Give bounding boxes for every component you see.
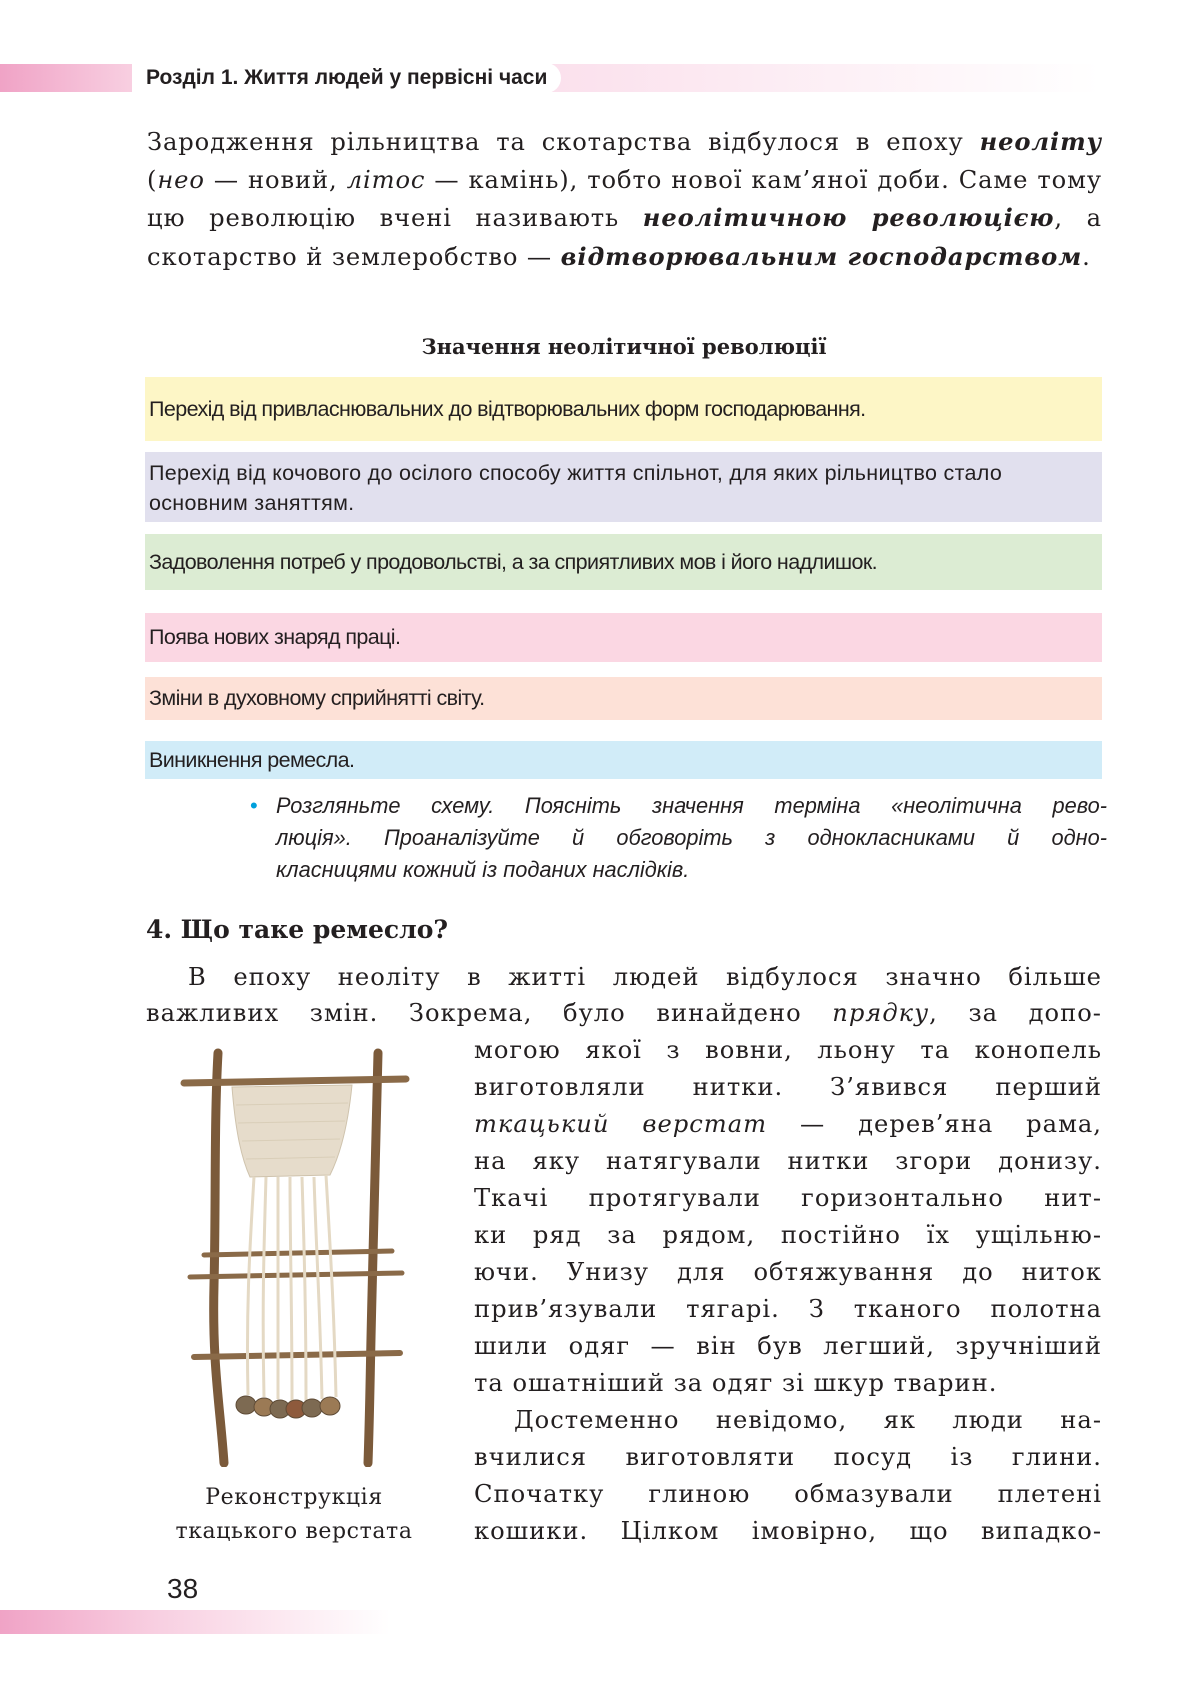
text-line: В епоху неоліту в житті людей відбулося значно більше (188, 963, 1102, 991)
term-loom: ткацький верстат (474, 1110, 768, 1138)
text-line: ткацький верстат — дерев’яна рама, (474, 1110, 1102, 1138)
text-line: кошики. Цілком імовірно, що випадко- (474, 1517, 1102, 1545)
scheme-item: Зміни в духовному сприйнятті світу. (145, 677, 1102, 720)
intro-paragraph: Зародження рільництва та скотарства відбулося в епоху неоліту (нео — новий, літос — камінь), тобто нової кам’яної доби. Саме тому цю революцію вчені називають неолітичною революцією, а скотарство й землеробство — відтворювальним господарством. (147, 127, 1102, 271)
scheme-item: Поява нових знаряд праці. (145, 613, 1102, 662)
loom-illustration (180, 1045, 412, 1467)
scheme-title: Значення неолітичної революції (421, 334, 827, 359)
text-line: важливих змін. Зокрема, було винайдено прядку, за допо- (146, 999, 1102, 1027)
term-spinning-wheel: прядку (832, 999, 930, 1027)
term-productive-economy: відтворювальним господарством (560, 241, 1083, 271)
text-line: шили одяг — він був легший, зручніший (474, 1332, 1102, 1360)
text-line: ючи. Унизу для обтяжування до ниток (474, 1258, 1102, 1286)
scheme-item: Виникнення ремесла. (145, 741, 1102, 779)
section-header: Розділ 1. Життя людей у первісні часи (132, 63, 561, 93)
scheme-item: Перехід від привласнювальних до відтворювальних форм господарювання. (145, 377, 1102, 441)
task-line: Розгляньте схему. Поясніть значення терміна «неолітична рево- (276, 793, 1107, 818)
section-heading: 4. Що таке ремесло? (146, 915, 449, 944)
text-line: Ткачі протягували горизонтально нит- (474, 1184, 1102, 1212)
footer-decor-bar (0, 1610, 390, 1634)
task-prompt (252, 790, 1107, 886)
text-line: на яку натягували нитки згори донизу. (474, 1147, 1102, 1175)
term-neolithic: неоліту (979, 127, 1102, 156)
figure-caption: Реконструкція ткацького верстата (175, 1485, 413, 1544)
text-line: могою якої з вовни, льону та конопель (474, 1036, 1102, 1064)
page-number: 38 (167, 1573, 199, 1604)
text-line: Спочатку глиною обмазували плетені (474, 1480, 1102, 1508)
text-line: Достеменно невідомо, як люди на- (514, 1406, 1102, 1434)
text-line: виготовляли нитки. З’явився перший (474, 1073, 1102, 1101)
task-line: люція». Проаналізуйте й обговоріть з однокласниками й одно- (276, 825, 1107, 850)
bullet-icon: • (250, 793, 258, 818)
text-line: вчилися виготовляти посуд із глини. (474, 1443, 1102, 1471)
text-line: ки ряд за рядом, постійно їх ущільню- (474, 1221, 1102, 1249)
text-line: прив’язували тягарі. З тканого полотна (474, 1295, 1102, 1323)
scheme-item: Перехід від кочового до осілого способу життя спільнот, для яких рільництво стало основним заняттям. (145, 452, 1102, 522)
task-line: класницями кожний із поданих наслідків. (276, 857, 690, 882)
text-line: та ошатніший за одяг зі шкур тварин. (474, 1369, 998, 1397)
scheme-item: Задоволення потреб у продовольстві, а за сприятливих мов і його надлишок. (145, 534, 1102, 590)
term-neolithic-revolution: неолітичною революцією (642, 203, 1055, 233)
